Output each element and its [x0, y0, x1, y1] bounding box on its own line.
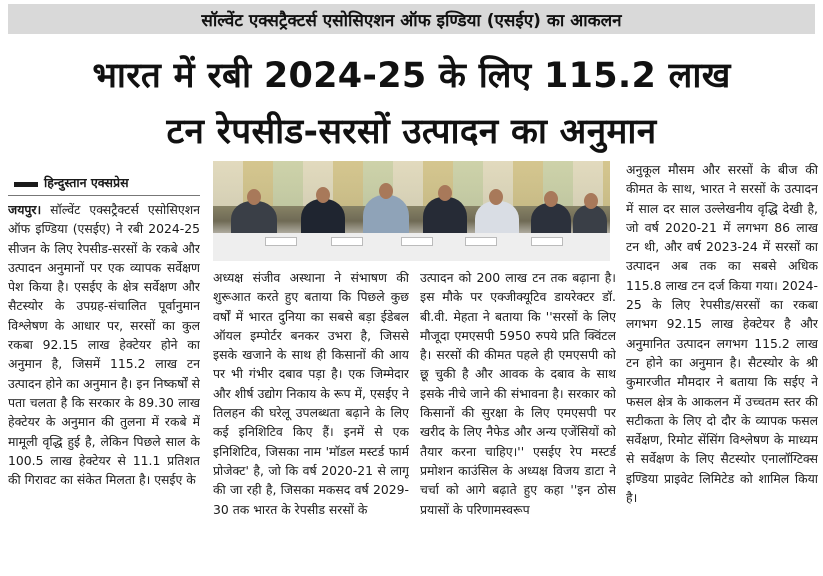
- press-conference-photo: [213, 161, 610, 261]
- photo-person-head: [489, 189, 503, 205]
- photo-name-plate: [265, 237, 297, 246]
- source-credit: हिन्दुस्तान एक्सप्रेस: [8, 172, 200, 194]
- photo-person-head: [544, 191, 558, 207]
- dateline: जयपुर।: [8, 202, 42, 217]
- headline-line-2: टन रेपसीड-सरसों उत्पादन का अनुमान: [166, 112, 657, 152]
- kicker-text: सॉल्वेंट एक्सट्रैक्टर्स एसोसिएशन ऑफ इण्डिया (एसईए) का आकलन: [201, 10, 622, 31]
- article-column-1: [8, 200, 200, 572]
- photo-name-plate: [401, 237, 433, 246]
- article-column-2: [213, 268, 409, 574]
- column-2-text: अध्यक्ष संजीव अस्थाना ने संभाषण की शुरूआत करते हुए बताया कि पिछले कुछ वर्षों में भारत दुनिया का सबसे बड़ा ईडेबल ऑयल इम्पोर्टर बनकर उभरा है, जिससे इसके खजाने के साथ ही किसानों की आय पर भी गंभीर दबाव पड़ा है। एक जिम्मेदार और शीर्ष उद्योग निकाय के रूप में, एसईए ने तिलहन की घरेलू उपलब्धता बढ़ाने के लिए कई इनिशिटिव किए हैं। इनमें से एक इनिशिटिव, जिसका नाम 'मॉडल मस्टर्ड फार्म प्रोजेक्ट' है, जो कि वर्ष 2020-21 से लागू की जा रही है, जिसका मकसद वर्ष 2029-30 तक भारत के रेपसीड सरसों के: [213, 270, 409, 517]
- photo-person-head: [584, 193, 598, 209]
- photo-name-plate: [465, 237, 497, 246]
- column-1-text: सॉल्वेंट एक्सट्रैक्टर्स एसोसिएशन ऑफ इण्डिया (एसईए) ने रबी 2024-25 सीजन के लिए रेपसीड-सरसों के रकबे और उत्पादन अनुमानों पर एक व्यापक सर्वेक्षण पेश किया है। एसईए के क्षेत्र सर्वेक्षण और सैटस्योर के उपग्रह-संचालित पूर्वानुमान विश्लेषण के आधार पर, सरसों का कुल रकबा 92.15 लाख हेक्टेयर होने का अनुमान है, जिसमें 115.2 लाख टन उत्पादन होने का अनुमान है। इन निष्कर्षों से पता चलता है कि सरकार के 89.30 लाख हेक्टेयर के अनुमान की तुलना में रकबे में मामूली वृद्धि हुई है, लेकिन पिछले साल के 100.5 लाख हेक्टेयर से 11.1 प्रतिशत की गिरावट का संकेत मिलता है। एसईए के: [8, 202, 200, 488]
- photo-person-head: [379, 183, 393, 199]
- photo-person-head: [247, 189, 261, 205]
- photo-person-head: [316, 187, 330, 203]
- credit-divider: [8, 195, 200, 196]
- photo-name-plate: [531, 237, 563, 246]
- article-column-4: [626, 160, 818, 574]
- photo-name-plate: [331, 237, 363, 246]
- column-3-text: उत्पादन को 200 लाख टन तक बढ़ाना है। इस मौके पर एक्जीक्यूटिव डायरेक्टर डॉ. बी.वी. मेहता ने बताया कि ''सरसों के लिए मौजूदा एमएसपी 5950 रुपये प्रति क्विंटल है। सरसों की कीमत पहले ही एमएसपी को छू चुकी है और आवक के दबाव के साथ इसके नीचे जाने की संभावना है। सरकार को किसानों की सुरक्षा के लिए एमएसपी पर खरीद के लिए नैफेड और अन्य एजेंसियों को तैयार करना चाहिए।'' एसईए रेप मस्टर्ड प्रमोशन काउंसिल के अध्यक्ष विजय डाटा ने चर्चा को आगे बढ़ाते हुए कहा ''इन ठोस प्रयासों के परिणामस्वरूप: [420, 270, 616, 517]
- article-column-3: [420, 268, 616, 574]
- kicker-banner: [8, 4, 815, 34]
- headline: [8, 48, 815, 160]
- column-4-text: अनुकूल मौसम और सरसों के बीज की कीमत के साथ, भारत ने सरसों के उत्पादन में साल दर साल उल्लेखनीय वृद्धि देखी है, जो वर्ष 2020-21 में लगभग 86 लाख टन थी, और वर्ष 2023-24 में सरसों का उत्पादन अब तक का सबसे अधिक 115.8 लाख टन दर्ज किया गया। 2024-25 के लिए रेपसीड/सरसों का रकबा लगभग 92.15 लाख हेक्टेयर है और अनुमानित उत्पादन लगभग 115.2 लाख टन होने का अनुमान है। सैटस्योर के श्री कुमारजीत मौमदार ने बताया कि सईए ने फसल क्षेत्र के आकलन में उच्चतम स्तर की सटीकता के लिए दो दौर के व्यापक फसल सर्वेक्षण, रिमोट सेंसिंग विश्लेषण के माध्यम से सर्वेक्षण के लिए सैटस्योर एनालॉग्टिक्स इण्डिया प्राइवेट लिमिटेड को शामिल किया है।: [626, 162, 818, 506]
- headline-line-1: भारत में रबी 2024-25 के लिए 115.2 लाख: [92, 56, 731, 96]
- photo-person-head: [438, 185, 452, 201]
